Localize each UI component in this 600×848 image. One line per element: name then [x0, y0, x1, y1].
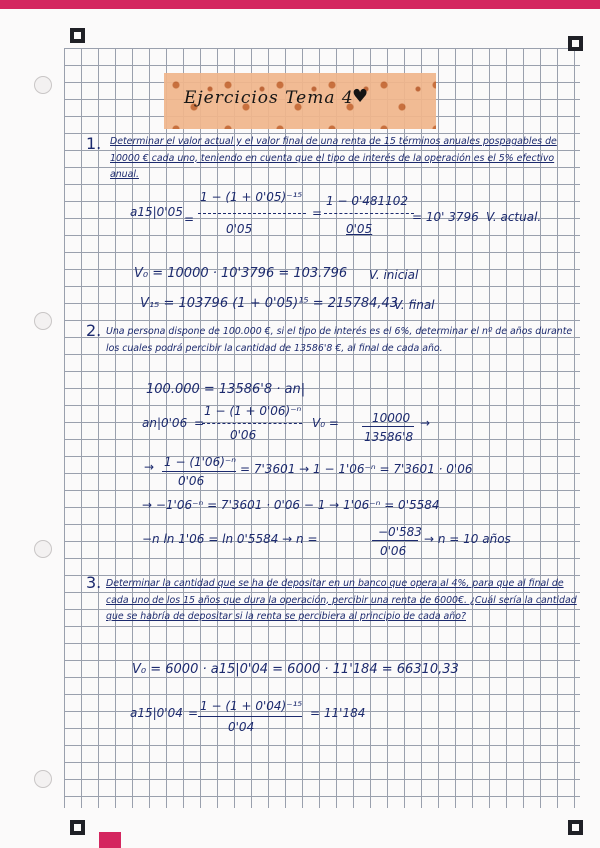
ex2-fraction2-numerator: 10000: [372, 411, 411, 425]
ex2-fraction-denominator: 0'06: [230, 428, 257, 442]
ex2-annuity-symbol: an|0'06: [142, 416, 188, 430]
ex1-v15-label: V. final: [394, 298, 435, 312]
top-pink-band: [0, 0, 600, 9]
bottom-margin: [0, 808, 600, 848]
left-margin: [0, 0, 64, 848]
exercise-3-number: 3.: [86, 573, 102, 592]
ex1-v0-equation: V₀ = 10000 · 10'3796 = 103.796: [134, 266, 348, 281]
ex2-fraction-numerator: 1 − (1 + 0'06)⁻ⁿ: [204, 404, 302, 418]
exercise-2-number: 2.: [86, 321, 102, 340]
fraction-bar: [362, 426, 414, 427]
ex3-fraction-denominator: 0'04: [228, 720, 255, 734]
notebook-page: Ejercicios Tema 4 ♥ 1. Determinar el valor actual y el valor final de una renta de 15 términos anuales pospagables de 10000 € cada uno, teniendo en cuenta que el tipo de interés de la operación es el 5% efectivo anual. a15|0'05 = 1 − (1 + 0'05)⁻¹⁵ 0'05 = 1 − 0'481102 0'05 = 10' 3796 V. actual. V₀ = 10000 · 10'3796 = 103.796 V. inicial V₁₅ = 103796 (1 + 0'05)¹⁵ = 215784,43 V. final 2. Una persona dispone de 100.000 €, si el tipo de interés es el 6%, determinar el nº de años durante los cuales podrá percibir la cantidad de 13586'8 €, al final de cada año. 100.000 = 13586'8 · an| an|0'06 = 1 − (1 + 0'06)⁻ⁿ 0'06 V₀ = 10000 13586'8 → → 1 − (1'06)⁻ⁿ 0'06 = 7'3601 → 1 − 1'06⁻ⁿ = 7'3601 · 0'06 → −1'06⁻ⁿ = 7'3601 · 0'06 − 1 → 1'06⁻ⁿ = 0'5584 −n ln 1'06 = ln 0'5584 → n = −0'583 0'06 → n = 10 años 3. Determinar la cantidad que se ha de depositar en un banco que opera al 4%, para que al final de cada uno de los 15 años que dura la operación, percibir una renta de 6000€. ¿Cuál sería la cantidad que se habría de depositar si la renta se percibiera al principio de cada año? V₀ = 6000 · a15|0'04 = 6000 · 11'184 = 66310,33 a15|0'04 = 1 − (1 + 0'04)⁻¹⁵ 0'04 = 11'184: [0, 0, 600, 848]
binder-hole: [34, 540, 52, 558]
corner-mark-top-right: [568, 36, 583, 51]
exercise-1-statement: Determinar el valor actual y el valor final de una renta de 15 términos anuales pospagables de 10000 € cada uno, teniendo en cuenta que el tipo de interés de la operación es el 5% efectivo anual.: [110, 136, 557, 180]
fraction-bar: [202, 423, 302, 424]
ex2-fraction2-denominator: 13586'8: [364, 430, 414, 444]
ex1-v15-equation: V₁₅ = 103796 (1 + 0'05)¹⁵ = 215784,43: [140, 296, 399, 311]
heart-icon: ♥: [352, 86, 369, 107]
ex1-fraction-denominator: 0'05: [226, 222, 253, 236]
fraction-bar: [162, 471, 236, 472]
ex2-step1-numerator: 1 − (1'06)⁻ⁿ: [164, 455, 237, 469]
binder-hole: [34, 312, 52, 330]
ex1-fraction2-numerator: 1 − 0'481102: [326, 194, 409, 208]
corner-mark-top-left: [70, 28, 85, 43]
arrow-icon: →: [420, 416, 431, 430]
binder-hole: [34, 76, 52, 94]
fraction-bar: [324, 213, 414, 214]
bottom-pink-tab: [99, 832, 121, 848]
top-margin: [0, 9, 600, 48]
exercise-3-statement: Determinar la cantidad que se ha de depositar en un banco que opera al 4%, para que al final de cada uno de los 15 años que dura la operación, percibir una renta de 6000€. ¿Cuál sería la cantidad que se habría de depositar si la renta se percibiera al principio de cada año?: [106, 578, 577, 622]
page-title: Ejercicios Tema 4: [184, 88, 354, 108]
ex2-step1-rest: = 7'3601 → 1 − 1'06⁻ⁿ = 7'3601 · 0'06: [240, 462, 473, 476]
corner-mark-bottom-right: [568, 820, 583, 835]
ex2-step1-denominator: 0'06: [178, 474, 205, 488]
ex2-step3-result: → n = 10 años: [424, 532, 511, 546]
ex1-fraction-numerator: 1 − (1 + 0'05)⁻¹⁵: [200, 190, 303, 204]
ex2-equation-1: 100.000 = 13586'8 · an|: [146, 382, 306, 397]
exercise-1-number: 1.: [86, 134, 102, 153]
corner-mark-bottom-left: [70, 820, 85, 835]
ex1-fraction2-denominator: 0'05: [346, 222, 373, 236]
ex2-step3-denominator: 0'06: [380, 544, 407, 558]
ex3-result: = 11'184: [310, 706, 366, 720]
ex2-v0-lhs: V₀ =: [312, 416, 339, 430]
ex1-result-label: V. actual.: [486, 210, 542, 224]
binder-hole: [34, 770, 52, 788]
ex2-step2: → −1'06⁻ⁿ = 7'3601 · 0'06 − 1 → 1'06⁻ⁿ = 0'5584: [142, 498, 440, 512]
ex3-equation-1: V₀ = 6000 · a15|0'04 = 6000 · 11'184 = 66310,33: [132, 662, 459, 677]
fraction-bar: [198, 716, 302, 717]
arrow-icon: →: [144, 460, 155, 474]
right-margin: [580, 0, 600, 848]
ex3-annuity-symbol: a15|0'04: [130, 706, 183, 720]
fraction-bar: [372, 540, 418, 541]
fraction-bar: [198, 213, 306, 214]
ex1-v0-label: V. inicial: [369, 268, 419, 282]
ex2-step3-lhs: −n ln 1'06 = ln 0'5584 → n =: [142, 532, 318, 546]
ex1-result: = 10' 3796: [412, 210, 479, 224]
ex2-step3-numerator: −0'583: [378, 525, 422, 539]
ex1-annuity-symbol: a15|0'05: [130, 205, 183, 219]
ex3-fraction-numerator: 1 − (1 + 0'04)⁻¹⁵: [200, 699, 303, 713]
exercise-2-statement: Una persona dispone de 100.000 €, si el tipo de interés es el 6%, determinar el nº de años durante los cuales podrá percibir la cantidad de 13586'8 €, al final de cada año.: [106, 326, 573, 354]
